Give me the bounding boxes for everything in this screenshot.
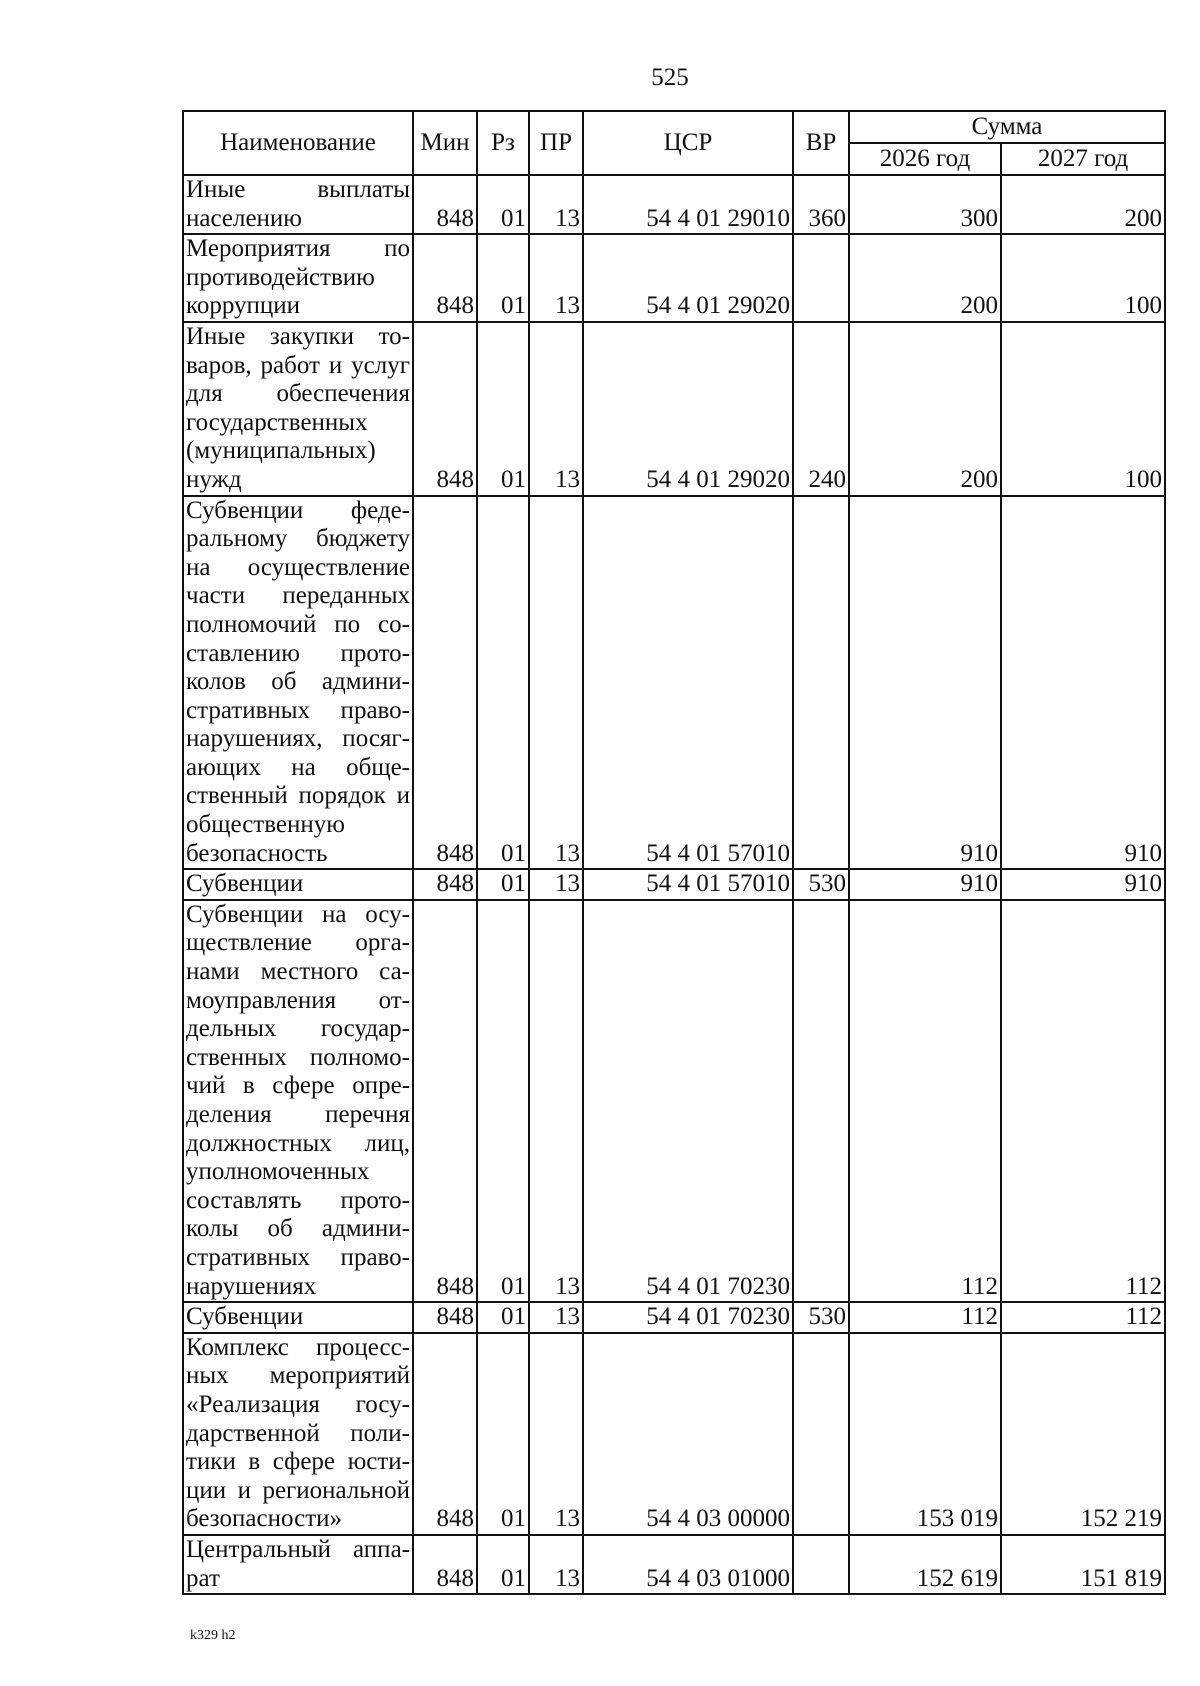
row-name: Субвенции на осуществление органами местного самоуправления отдельных государственных полномочий в сфере определения перечня должностных лиц, уполномоченных составлять протоколы об административных правонарушениях: [183, 900, 413, 1302]
row-csr: 54 4 01 70230: [583, 900, 793, 1302]
table-row: [183, 496, 1165, 870]
row-rz: 01: [477, 869, 529, 900]
row-rz: 01: [477, 1535, 529, 1594]
row-pr: 13: [529, 869, 583, 900]
row-pr: 13: [529, 1333, 583, 1535]
table-row: [183, 1302, 1165, 1333]
table-row: [183, 175, 1165, 234]
row-vr: [793, 1333, 849, 1535]
row-csr: 54 4 01 57010: [583, 869, 793, 900]
row-sum-2027: 910: [1001, 496, 1165, 870]
row-rz: 01: [477, 1333, 529, 1535]
row-name: Субвенции федеральному бюджету на осуществление части переданных полномочий по составлению протоколов об административных правонарушениях, посягающих на общественный порядок и общественную безопасность: [183, 496, 413, 870]
row-sum-2026: 910: [849, 496, 1001, 870]
row-vr: 530: [793, 1302, 849, 1333]
header-year-2026: 2026 год: [849, 143, 1001, 175]
budget-table: [182, 110, 1166, 1595]
row-sum-2026: 112: [849, 1302, 1001, 1333]
row-csr: 54 4 01 57010: [583, 496, 793, 870]
table-row: [183, 1333, 1165, 1535]
row-sum-2027: 152 219: [1001, 1333, 1165, 1535]
header-vr: ВР: [793, 111, 849, 175]
row-sum-2027: 151 819: [1001, 1535, 1165, 1594]
row-vr: 360: [793, 175, 849, 234]
table-row: [183, 1535, 1165, 1594]
row-sum-2027: 112: [1001, 1302, 1165, 1333]
row-sum-2026: 300: [849, 175, 1001, 234]
row-min: 848: [413, 869, 477, 900]
row-min: 848: [413, 234, 477, 322]
row-csr: 54 4 01 29010: [583, 175, 793, 234]
row-csr: 54 4 01 29020: [583, 322, 793, 496]
row-sum-2027: 100: [1001, 234, 1165, 322]
header-min: Мин: [413, 111, 477, 175]
row-min: 848: [413, 1535, 477, 1594]
page-number: 525: [651, 64, 689, 91]
row-pr: 13: [529, 1302, 583, 1333]
row-name: Комплекс процессных мероприятий «Реализация государственной политики в сфере юстиции и региональной безопасности»: [183, 1333, 413, 1535]
row-min: 848: [413, 322, 477, 496]
row-sum-2026: 910: [849, 869, 1001, 900]
row-vr: 240: [793, 322, 849, 496]
row-csr: 54 4 01 70230: [583, 1302, 793, 1333]
row-name: Мероприятия по противодействию коррупции: [183, 234, 413, 322]
table-row: [183, 869, 1165, 900]
header-rz: Рз: [477, 111, 529, 175]
row-pr: 13: [529, 175, 583, 234]
row-min: 848: [413, 175, 477, 234]
row-name: Центральный аппарат: [183, 1535, 413, 1594]
row-csr: 54 4 03 01000: [583, 1535, 793, 1594]
row-sum-2026: 153 019: [849, 1333, 1001, 1535]
row-sum-2026: 112: [849, 900, 1001, 1302]
row-min: 848: [413, 900, 477, 1302]
row-name: Иные закупки товаров, работ и услуг для обеспечения государственных (муниципальных) нужд: [183, 322, 413, 496]
row-pr: 13: [529, 234, 583, 322]
row-rz: 01: [477, 175, 529, 234]
row-pr: 13: [529, 322, 583, 496]
table-row: [183, 322, 1165, 496]
row-sum-2027: 112: [1001, 900, 1165, 1302]
row-vr: [793, 900, 849, 1302]
row-pr: 13: [529, 900, 583, 1302]
row-sum-2026: 200: [849, 322, 1001, 496]
header-pr: ПР: [529, 111, 583, 175]
footer-code: k329 h2: [190, 1628, 236, 1643]
row-sum-2027: 910: [1001, 869, 1165, 900]
row-sum-2026: 200: [849, 234, 1001, 322]
row-name: Субвенции: [183, 1302, 413, 1333]
row-vr: [793, 1535, 849, 1594]
row-rz: 01: [477, 900, 529, 1302]
row-sum-2027: 200: [1001, 175, 1165, 234]
row-name: Иные выплаты населению: [183, 175, 413, 234]
row-pr: 13: [529, 496, 583, 870]
row-vr: 530: [793, 869, 849, 900]
row-min: 848: [413, 1333, 477, 1535]
row-sum-2026: 152 619: [849, 1535, 1001, 1594]
row-rz: 01: [477, 234, 529, 322]
row-rz: 01: [477, 322, 529, 496]
row-rz: 01: [477, 496, 529, 870]
header-year-2027: 2027 год: [1001, 143, 1165, 175]
header-row: [183, 111, 1165, 143]
table-row: [183, 234, 1165, 322]
table-row: [183, 900, 1165, 1302]
row-vr: [793, 234, 849, 322]
row-sum-2027: 100: [1001, 322, 1165, 496]
row-rz: 01: [477, 1302, 529, 1333]
row-vr: [793, 496, 849, 870]
row-csr: 54 4 01 29020: [583, 234, 793, 322]
header-name: Наименование: [183, 111, 413, 175]
row-csr: 54 4 03 00000: [583, 1333, 793, 1535]
header-sum: Сумма: [849, 111, 1165, 143]
row-name: Субвенции: [183, 869, 413, 900]
header-csr: ЦСР: [583, 111, 793, 175]
row-pr: 13: [529, 1535, 583, 1594]
row-min: 848: [413, 1302, 477, 1333]
row-min: 848: [413, 496, 477, 870]
